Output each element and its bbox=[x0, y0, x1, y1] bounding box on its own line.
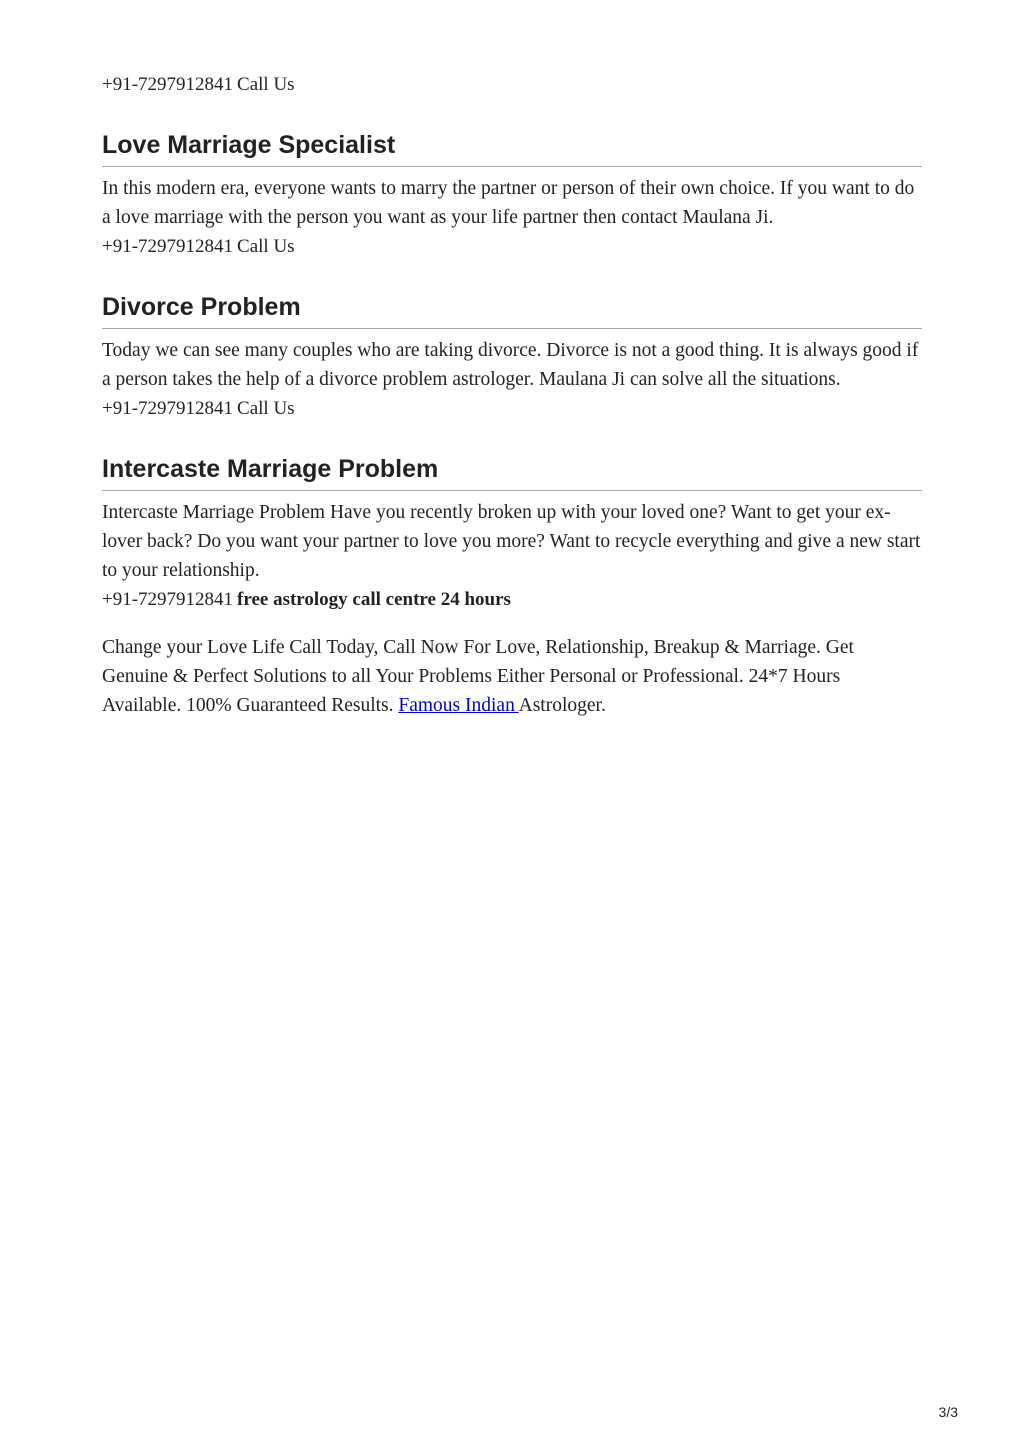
closing-paragraph bbox=[102, 633, 922, 720]
contact-line-love-marriage bbox=[102, 232, 922, 262]
call-us-label: Call Us bbox=[237, 74, 295, 95]
call-us-label: Call Us bbox=[237, 398, 295, 419]
closing-text: Change your Love Life Call Today, Call Now For Love, Relationship, Breakup & Marriage. Get Genuine & Perfect Solutions to all Your Problems Either Personal or Professional. 24*7 Hours Available. 100% Guaranteed Results. bbox=[102, 637, 854, 716]
contact-line-intercaste-marriage bbox=[102, 585, 922, 615]
closing-after-link: Astrologer. bbox=[518, 695, 606, 716]
famous-indian-link[interactable]: Famous Indian bbox=[398, 695, 519, 716]
document-page bbox=[102, 70, 922, 720]
section-title-intercaste-marriage: Intercaste Marriage Problem bbox=[102, 454, 922, 491]
call-us-label: Call Us bbox=[237, 236, 295, 257]
phone-number: +91-7297912841 bbox=[102, 398, 234, 419]
contact-line-divorce-problem bbox=[102, 394, 922, 424]
phone-number: +91-7297912841 bbox=[102, 589, 234, 610]
section-body-intercaste-marriage: Intercaste Marriage Problem Have you recently broken up with your loved one? Want to get your ex-lover back? Do you want your partner to love you more? Want to recycle everything and give a new start to your relationship. bbox=[102, 502, 921, 581]
section-title-love-marriage: Love Marriage Specialist bbox=[102, 130, 922, 167]
phone-number: +91-7297912841 bbox=[102, 236, 234, 257]
page-number: 3/3 bbox=[938, 1404, 958, 1420]
section-title-divorce-problem: Divorce Problem bbox=[102, 292, 922, 329]
call-centre-label: free astrology call centre 24 hours bbox=[237, 589, 511, 610]
section-body-divorce-problem: Today we can see many couples who are taking divorce. Divorce is not a good thing. It is always good if a person takes the help of a divorce problem astrologer. Maulana Ji can solve all the situations. bbox=[102, 340, 919, 390]
section-body-love-marriage: In this modern era, everyone wants to marry the partner or person of their own choice. If you want to do a love marriage with the person you want as your life partner then contact Maulana Ji. bbox=[102, 178, 915, 228]
phone-number: +91-7297912841 bbox=[102, 74, 234, 95]
top-contact-line bbox=[102, 70, 922, 100]
